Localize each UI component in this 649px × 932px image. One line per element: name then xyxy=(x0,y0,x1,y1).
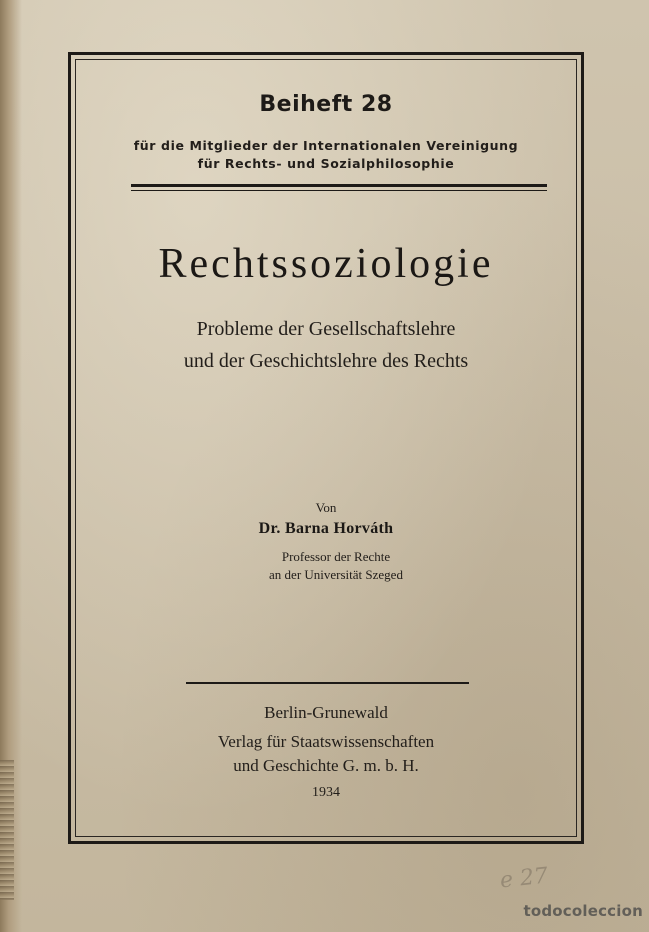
series-title: Beiheft 28 xyxy=(259,92,393,117)
publication-place: Berlin-Grunewald xyxy=(264,703,388,722)
author-name: Dr. Barna Horváth xyxy=(258,520,394,537)
publisher-line-2: und Geschichte G. m. b. H. xyxy=(233,756,419,775)
pencil-annotation: e 27 xyxy=(498,863,550,894)
by-label: Von xyxy=(315,500,337,515)
book-title: Rechtssoziologie xyxy=(158,241,494,287)
author-affiliation: an der Universität Szeged xyxy=(269,567,403,582)
member-line-1: für die Mitglieder der Internationalen Vereinigung xyxy=(133,138,519,153)
header-rule-thin xyxy=(131,190,547,191)
publisher-rule xyxy=(186,682,469,684)
spine-wear xyxy=(0,760,14,900)
publisher-line-1: Verlag für Staatswissenschaften xyxy=(217,732,435,751)
publication-year: 1934 xyxy=(312,785,340,800)
subtitle-line-1: Probleme der Gesellschaftslehre xyxy=(196,318,456,340)
author-title: Professor der Rechte xyxy=(281,549,391,564)
member-line-2: für Rechts- und Sozialphilosophie xyxy=(197,156,455,171)
watermark-logo: todocoleccion xyxy=(523,902,643,920)
header-rule-thick xyxy=(131,184,547,187)
subtitle-line-2: und der Geschichtslehre des Rechts xyxy=(183,350,469,372)
